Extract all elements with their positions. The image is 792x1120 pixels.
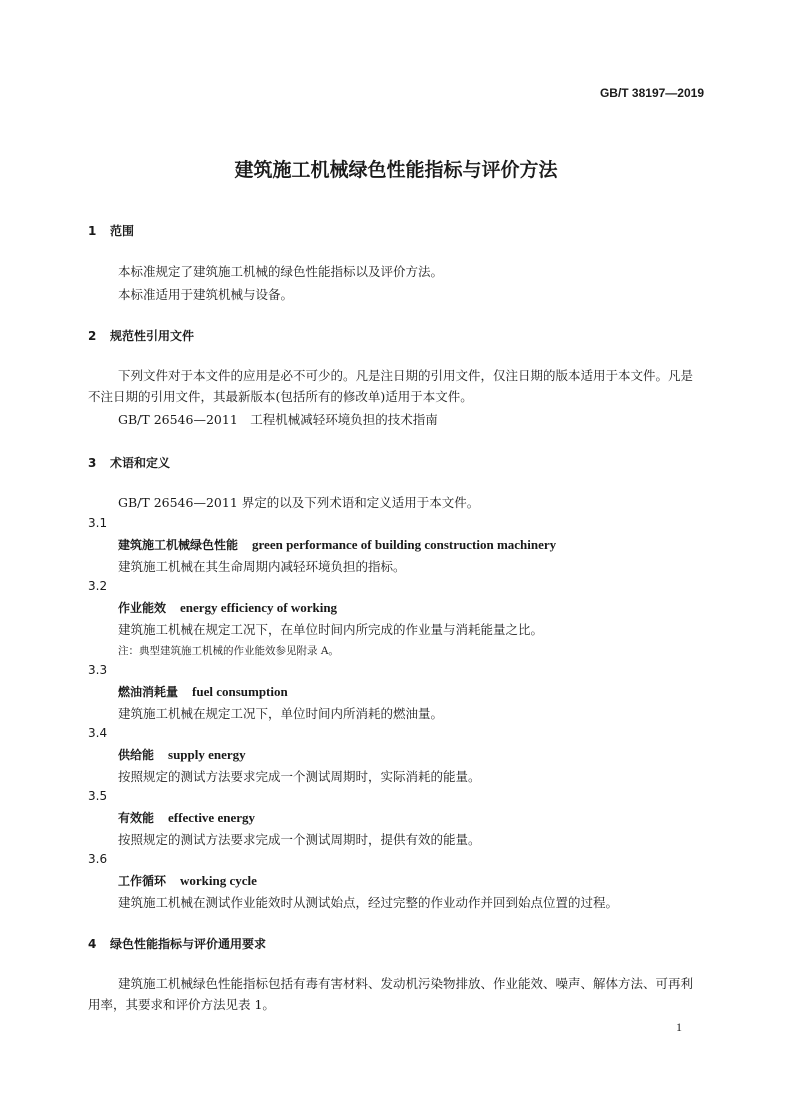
section-title: 术语和定义 bbox=[110, 456, 171, 470]
section-4-heading bbox=[88, 935, 266, 952]
term-zh: 作业能效 bbox=[118, 601, 167, 615]
term-heading bbox=[118, 683, 288, 700]
standard-number: GB/T 38197—2019 bbox=[599, 86, 704, 100]
term-definition: 建筑施工机械在测试作业能效时从测试始点，经过完整的作业动作并回到始点位置的过程。 bbox=[118, 895, 619, 910]
section-title: 绿色性能指标与评价通用要求 bbox=[110, 937, 267, 951]
term-en: effective energy bbox=[168, 810, 255, 825]
term-number: 3.6 bbox=[88, 852, 108, 866]
section-1-line-1: 本标准规定了建筑施工机械的绿色性能指标以及评价方法。 bbox=[118, 264, 444, 279]
term-en: working cycle bbox=[180, 873, 257, 888]
page-number: 1 bbox=[676, 1020, 682, 1034]
term-en: green performance of building construction machinery bbox=[252, 537, 557, 552]
term-zh: 建筑施工机械绿色性能 bbox=[118, 538, 239, 552]
term-number: 3.3 bbox=[88, 663, 108, 677]
term-en: fuel consumption bbox=[192, 684, 288, 699]
section-2-paragraph: 下列文件对于本文件的应用是必不可少的。凡是注日期的引用文件，仅注日期的版本适用于本文件。凡是不注日期的引用文件，其最新版本(包括所有的修改单)适用于本文件。 bbox=[88, 368, 694, 404]
term-zh: 有效能 bbox=[118, 811, 155, 825]
term-definition: 按照规定的测试方法要求完成一个测试周期时，实际消耗的能量。 bbox=[118, 769, 481, 784]
term-definition: 建筑施工机械在规定工况下，在单位时间内所完成的作业量与消耗能量之比。 bbox=[118, 622, 544, 637]
section-3-intro: GB/T 26546—2011 界定的以及下列术语和定义适用于本文件。 bbox=[118, 495, 480, 510]
term-definition: 建筑施工机械在规定工况下，单位时间内所消耗的燃油量。 bbox=[118, 706, 444, 721]
section-1-heading bbox=[88, 222, 134, 239]
term-heading bbox=[118, 872, 257, 889]
term-heading bbox=[118, 809, 255, 826]
term-heading bbox=[118, 599, 337, 616]
term-number: 3.4 bbox=[88, 726, 108, 740]
term-heading bbox=[118, 536, 556, 553]
section-title: 规范性引用文件 bbox=[110, 329, 195, 343]
section-4-paragraph: 建筑施工机械绿色性能指标包括有毒有害材料、发动机污染物排放、作业能效、噪声、解体方法、可再利用率，其要求和评价方法见表 1。 bbox=[88, 976, 694, 1012]
term-note: 注：典型建筑施工机械的作业能效参见附录 A。 bbox=[118, 645, 339, 657]
section-1-line-2: 本标准适用于建筑机械与设备。 bbox=[118, 287, 294, 302]
section-number: 3 bbox=[88, 456, 97, 470]
document-title: 建筑施工机械绿色性能指标与评价方法 bbox=[234, 159, 558, 181]
section-number: 2 bbox=[88, 329, 97, 343]
term-zh: 燃油消耗量 bbox=[118, 685, 179, 699]
term-number: 3.1 bbox=[88, 516, 108, 530]
normative-reference: GB/T 26546—2011 工程机械减轻环境负担的技术指南 bbox=[118, 412, 438, 427]
term-zh: 供给能 bbox=[118, 748, 155, 762]
term-definition: 建筑施工机械在其生命周期内减轻环境负担的指标。 bbox=[118, 559, 406, 574]
section-2-heading bbox=[88, 327, 194, 344]
term-en: supply energy bbox=[168, 747, 246, 762]
section-number: 1 bbox=[88, 224, 97, 238]
term-heading bbox=[118, 746, 246, 763]
term-en: energy efficiency of working bbox=[180, 600, 338, 615]
section-3-heading bbox=[88, 454, 170, 471]
term-zh: 工作循环 bbox=[118, 874, 167, 888]
term-number: 3.2 bbox=[88, 579, 108, 593]
term-definition: 按照规定的测试方法要求完成一个测试周期时，提供有效的能量。 bbox=[118, 832, 481, 847]
section-title: 范围 bbox=[110, 224, 135, 238]
section-number: 4 bbox=[88, 937, 97, 951]
term-number: 3.5 bbox=[88, 789, 108, 803]
